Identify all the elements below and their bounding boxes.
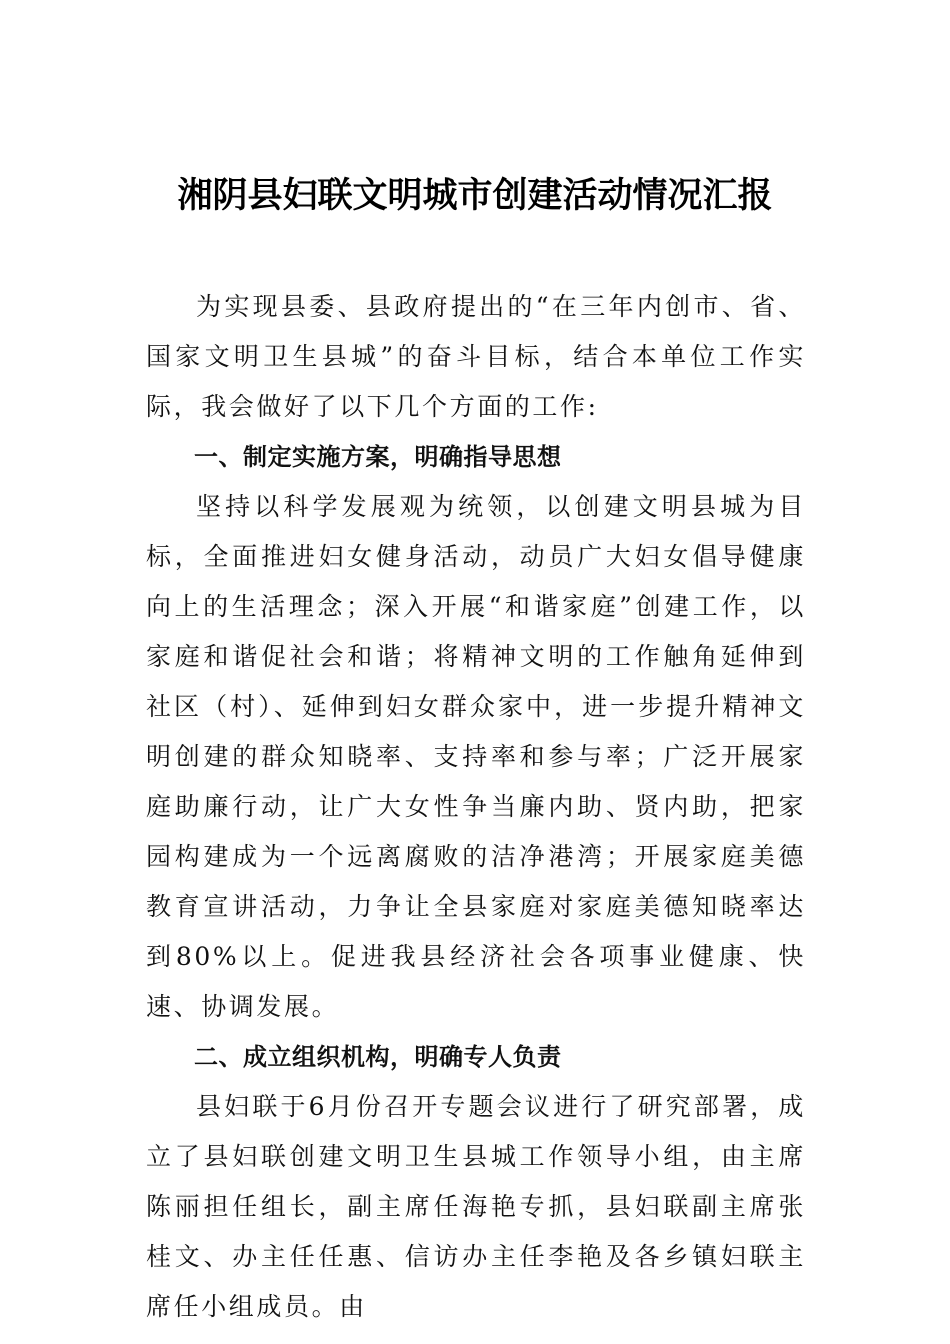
section-2-paragraph: 县妇联于6月份召开专题会议进行了研究部署，成立了县妇联创建文明卫生县城工作领导小组，由主席陈丽担任组长，副主席任海艳专抓，县妇联副主席张桂文、办主任任惠、信访办主任李艳及各乡镇妇联主席任小组成员。由 (146, 1092, 806, 1321)
intro-paragraph: 为实现县委、县政府提出的“在三年内创市、省、国家文明卫生县城”的奋斗目标，结合本单位工作实际，我会做好了以下几个方面的工作: (146, 292, 806, 421)
section-2-heading: 二、成立组织机构，明确专人负责 (194, 1043, 562, 1071)
document-body (146, 282, 806, 1332)
document-title: 湘阴县妇联文明城市创建活动情况汇报 (177, 175, 773, 216)
section-1-paragraph: 坚持以科学发展观为统领，以创建文明县城为目标，全面推进妇女健身活动，动员广大妇女倡导健康向上的生活理念；深入开展“和谐家庭”创建工作，以家庭和谐促社会和谐；将精神文明的工作触角延伸到社区（村）、延伸到妇女群众家中，进一步提升精神文明创建的群众知晓率、支持率和参与率；广泛开展家庭助廉行动，让广大女性争当廉内助、贤内助，把家园构建成为一个远离腐败的洁净港湾；开展家庭美德教育宣讲活动，力争让全县家庭对家庭美德知晓率达到80%以上。促进我县经济社会各项事业健康、快速、协调发展。 (146, 492, 806, 1021)
section-1-heading: 一、制定实施方案，明确指导思想 (194, 443, 562, 471)
